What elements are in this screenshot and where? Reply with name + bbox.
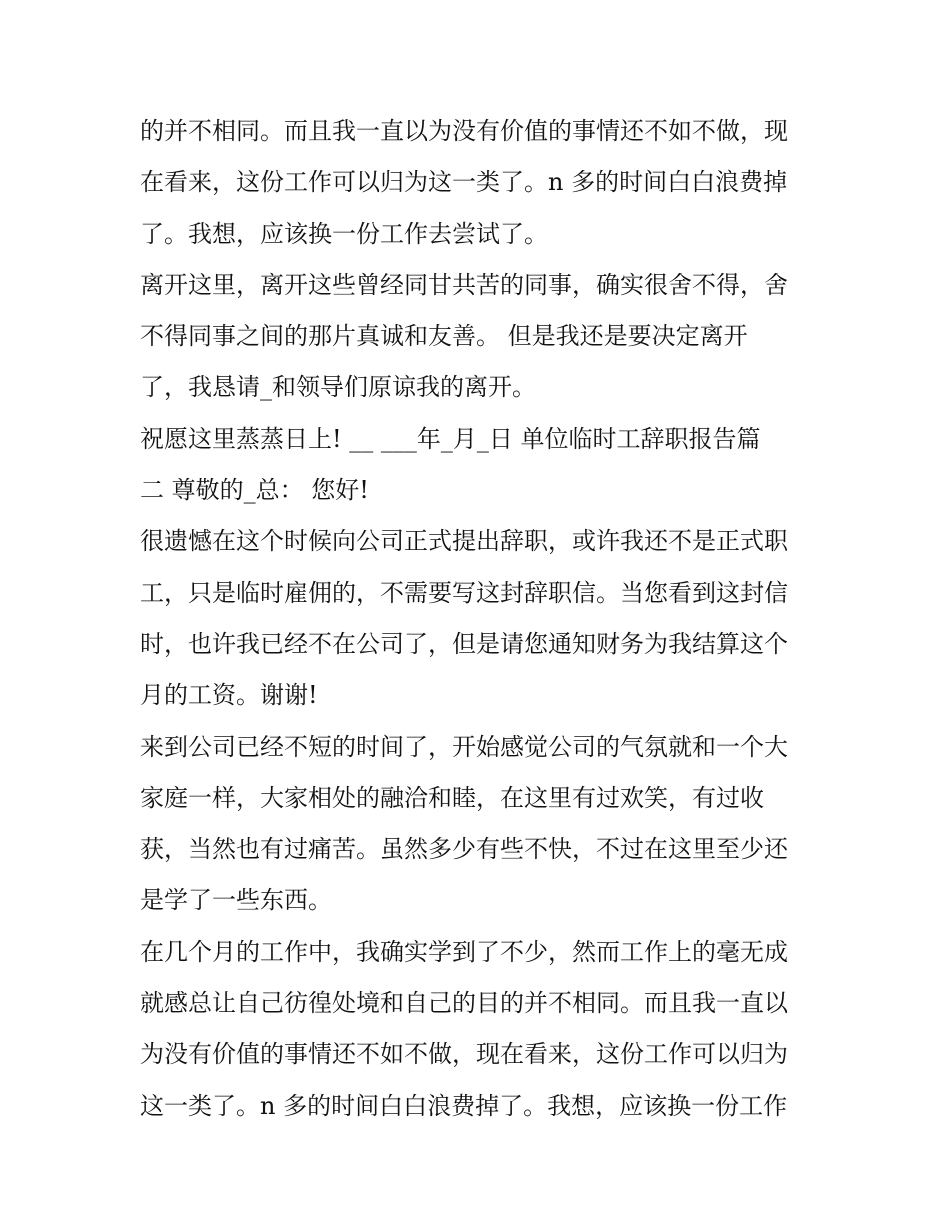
- text-line: 这一类了。n 多的时间白白浪费掉了。我想，应该换一份工作: [140, 1091, 788, 1120]
- text-line: 就感总让自己彷徨处境和自己的目的并不相同。而且我一直以: [140, 989, 788, 1018]
- text-line: 工，只是临时雇佣的，不需要写这封辞职信。当您看到这封信: [140, 578, 788, 607]
- text-line: 了。我想，应该换一份工作去尝试了。: [140, 219, 548, 248]
- text-line: 为没有价值的事情还不如不做，现在看来，这份工作可以归为: [140, 1040, 788, 1069]
- text-line: 二 尊敬的_总： 您好!: [140, 476, 369, 505]
- document-body: [140, 106, 820, 1132]
- text-line: 不得同事之间的那片真诚和友善。 但是我还是要决定离开: [140, 322, 748, 351]
- text-line: 很遗憾在这个时候向公司正式提出辞职，或许我还不是正式职: [140, 527, 788, 556]
- text-line: 是学了一些东西。: [140, 886, 332, 915]
- text-line: 祝愿这里蒸蒸日上! __ ___年_月_日 单位临时工辞职报告篇: [140, 424, 761, 453]
- text-line: 来到公司已经不短的时间了，开始感觉公司的气氛就和一个大: [140, 732, 788, 761]
- text-line: 获，当然也有过痛苦。虽然多少有些不快，不过在这里至少还: [140, 835, 788, 864]
- text-line: 时，也许我已经不在公司了，但是请您通知财务为我结算这个: [140, 629, 788, 658]
- text-line: 了，我恳请_和领导们原谅我的离开。: [140, 373, 536, 402]
- text-line: 的并不相同。而且我一直以为没有价值的事情还不如不做，现: [140, 117, 788, 145]
- text-line: 家庭一样，大家相处的融洽和睦，在这里有过欢笑，有过收: [140, 783, 764, 812]
- text-line: 在几个月的工作中，我确实学到了不少，然而工作上的毫无成: [140, 937, 788, 966]
- text-line: 月的工资。谢谢!: [140, 681, 318, 710]
- text-line: 在看来，这份工作可以归为这一类了。n 多的时间白白浪费掉: [140, 168, 788, 197]
- text-line: 离开这里，离开这些曾经同甘共苦的同事，确实很舍不得，舍: [140, 270, 788, 299]
